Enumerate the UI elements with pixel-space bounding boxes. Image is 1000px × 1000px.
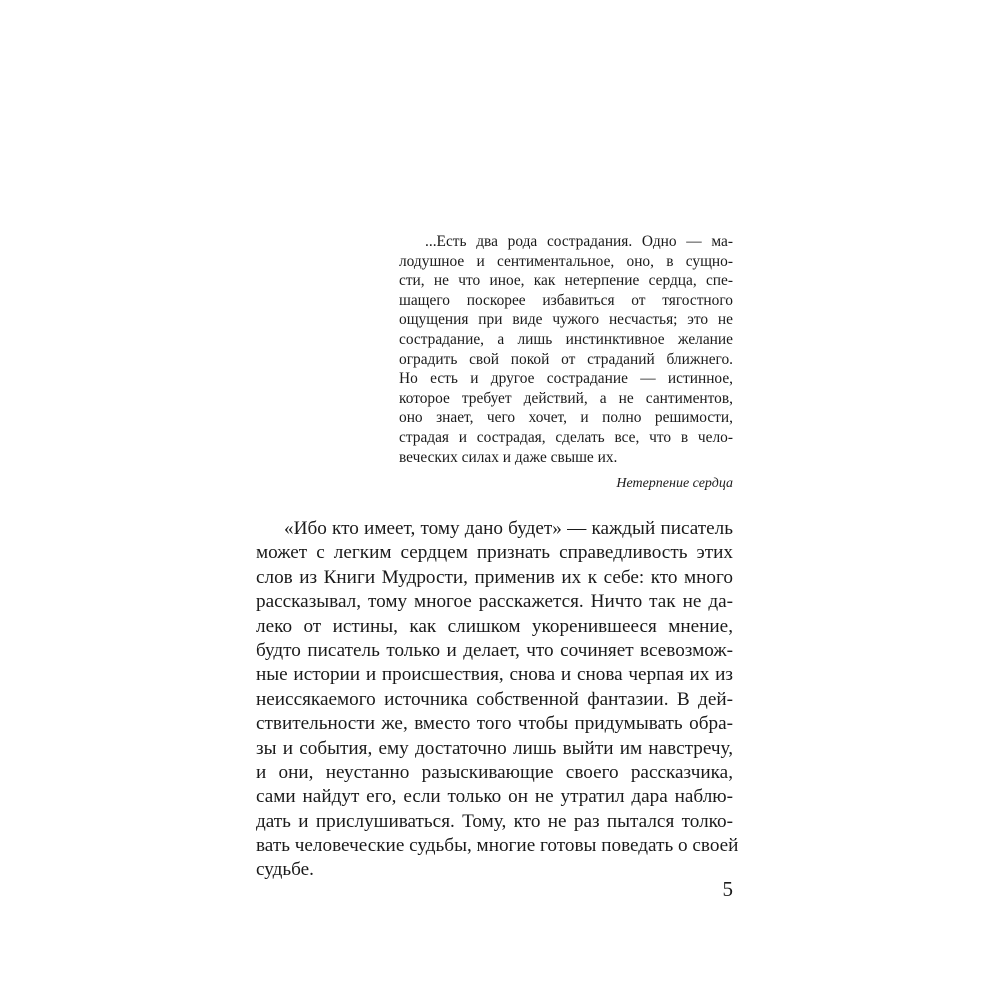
epigraph-line: ...Есть два рода сострадания. Одно — ма-	[425, 233, 733, 250]
epigraph-line: сти, не что иное, как нетерпение сердца, спе-	[399, 272, 733, 290]
epigraph-line: страдая и сострадая, сделать все, что в чело-	[399, 428, 733, 446]
body-paragraph	[256, 517, 739, 883]
body-line: дать и прислушиваться. Тому, кто не раз пытался толко-	[256, 810, 733, 832]
epigraph-line: Но есть и другое сострадание — истинное,	[399, 370, 733, 388]
epigraph-line: сострадание, а лишь инстинктивное желание	[399, 330, 733, 348]
body-line: будто писатель только и делает, что сочиняет всевозмож-	[256, 639, 733, 661]
epigraph-source: Нетерпение сердца	[616, 476, 733, 492]
body-line: «Ибо кто имеет, тому дано будет» — каждый писатель	[284, 518, 733, 539]
body-line: сами найдут его, если только он не утратил дара наблю-	[256, 786, 733, 808]
body-line: и они, неустанно разыскивающие своего рассказчика,	[256, 761, 733, 783]
epigraph	[399, 232, 733, 493]
body-line: ные истории и происшествия, снова и снова черпая их из	[256, 664, 733, 686]
body-line: неиссякаемого источника собственной фантазии. В дей-	[256, 688, 733, 710]
body-line: слов из Книги Мудрости, применив их к себе: кто много	[256, 566, 733, 588]
body-line: судьбе.	[256, 859, 314, 881]
body-line: вать человеческие судьбы, многие готовы поведать о своей	[256, 835, 739, 857]
body-line: рассказывал, тому многое расскажется. Ничто так не да-	[256, 591, 733, 613]
epigraph-line: оно знает, чего хочет, и полно решимости,	[399, 409, 733, 427]
body-line: ствительности же, вместо того чтобы придумывать обра-	[256, 713, 733, 735]
epigraph-line: оградить свой покой от страданий ближнего.	[399, 350, 733, 368]
epigraph-line: лодушное и сентиментальное, оно, в сущно-	[399, 252, 733, 270]
epigraph-line: ощущения при виде чужого несчастья; это не	[399, 311, 733, 329]
body-line: зы и события, ему достаточно лишь выйти им навстречу,	[256, 737, 733, 759]
page-number: 5	[722, 877, 733, 901]
body-line: леко от истины, как слишком укоренившееся мнение,	[256, 615, 733, 637]
epigraph-line: которое требует действий, а не сантиментов,	[399, 389, 733, 407]
body-line: может с легким сердцем признать справедливость этих	[256, 542, 733, 564]
epigraph-line: шащего поскорее избавиться от тягостного	[399, 291, 733, 309]
epigraph-line: веческих силах и даже свыше их.	[399, 448, 618, 466]
